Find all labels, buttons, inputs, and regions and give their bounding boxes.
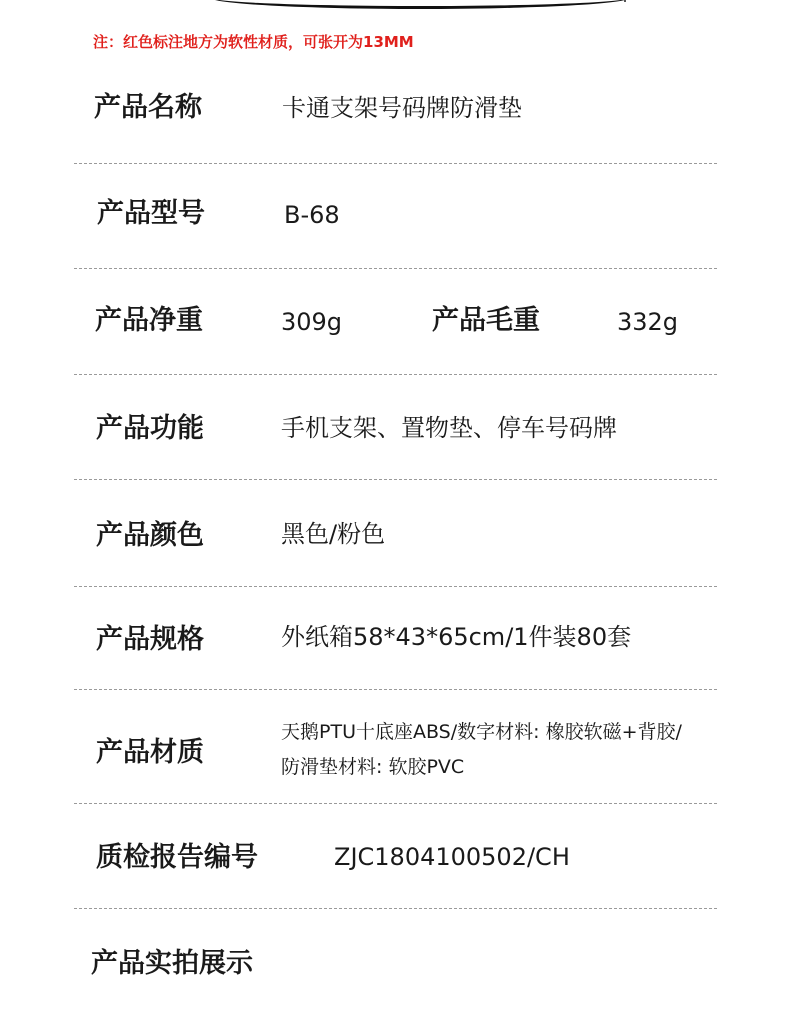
section-title: 产品实拍展示 xyxy=(91,948,253,979)
product-function-label: 产品功能 xyxy=(96,413,204,444)
gross-weight-value: 332g xyxy=(617,308,679,336)
divider xyxy=(74,268,717,269)
divider xyxy=(74,908,717,909)
product-image-edge xyxy=(210,0,630,9)
product-material-line1: 天鹅PTU十底座ABS/数字材料: 橡胶软磁+背胶/ xyxy=(281,721,682,743)
material-note: 注：红色标注地方为软性材质，可张开为13MM xyxy=(93,33,414,51)
product-color-value: 黑色/粉色 xyxy=(281,520,386,548)
gross-weight-label: 产品毛重 xyxy=(432,305,540,336)
divider xyxy=(74,689,717,690)
product-model-label: 产品型号 xyxy=(97,198,205,229)
divider xyxy=(74,479,717,480)
product-spec-value: 外纸箱58*43*65cm/1件装80套 xyxy=(281,623,632,651)
net-weight-label: 产品净重 xyxy=(95,305,203,336)
product-model-value: B-68 xyxy=(284,201,340,229)
divider xyxy=(74,586,717,587)
divider xyxy=(74,163,717,164)
divider xyxy=(74,374,717,375)
product-image-dot xyxy=(624,0,626,2)
product-function-value: 手机支架、置物垫、停车号码牌 xyxy=(281,414,617,442)
qc-report-value: ZJC1804100502/CH xyxy=(334,843,570,871)
product-name-value: 卡通支架号码牌防滑垫 xyxy=(282,94,522,122)
product-material-label: 产品材质 xyxy=(96,737,204,768)
divider xyxy=(74,803,717,804)
net-weight-value: 309g xyxy=(281,308,343,336)
product-color-label: 产品颜色 xyxy=(96,520,204,551)
product-name-label: 产品名称 xyxy=(94,92,202,123)
product-spec-label: 产品规格 xyxy=(96,624,204,655)
qc-report-label: 质检报告编号 xyxy=(96,842,258,873)
product-material-line2: 防滑垫材料: 软胶PVC xyxy=(281,756,465,778)
